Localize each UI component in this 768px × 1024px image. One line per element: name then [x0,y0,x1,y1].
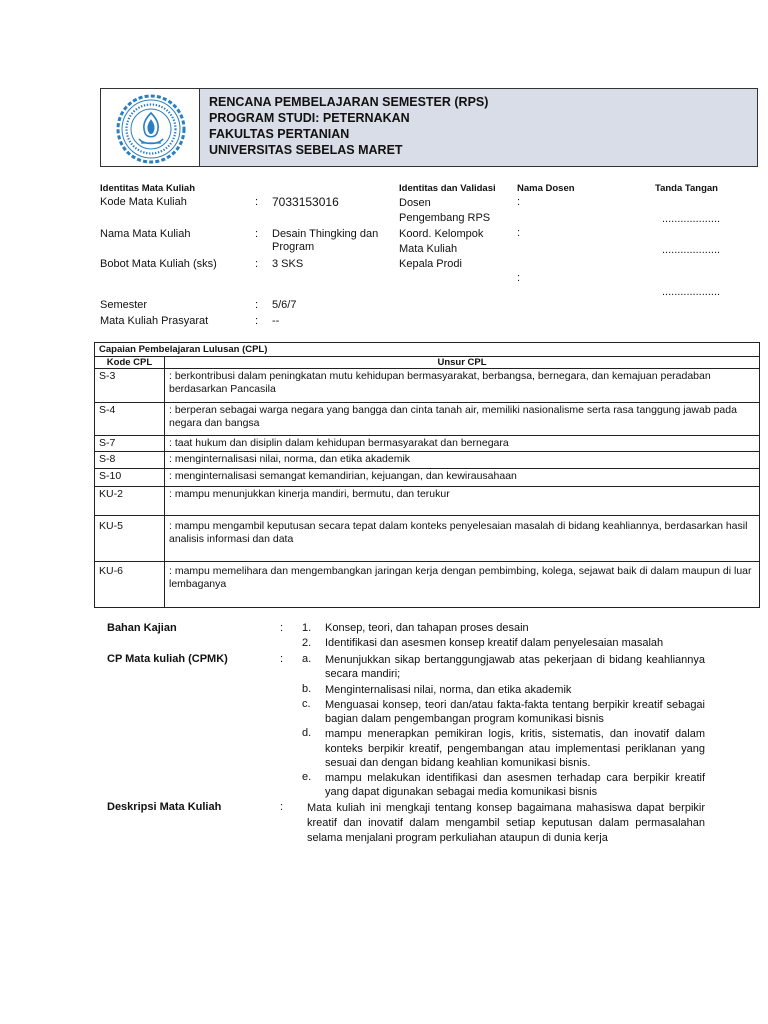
signature-line: ................... [662,213,721,225]
header-title: RENCANA PEMBELAJARAN SEMESTER (RPS) [209,95,489,109]
cpl-code: S-4 [95,403,165,436]
list-marker: e. [302,771,312,783]
cpl-code: KU-2 [95,487,165,516]
validation-colon: : [517,196,521,208]
table-row [95,369,760,403]
cpl-desc: : berkontribusi dalam peningkatan mutu kehidupan bermasyarakat, berbangsa, bernegara, dan kemajuan peradaban berdasarkan Pancasila [165,369,760,403]
identity-section-title: Identitas Mata Kuliah [100,183,196,194]
table-row [95,487,760,516]
cpl-code: KU-6 [95,562,165,608]
identity-colon: : [255,299,259,311]
list-item: mampu melakukan identifikasi dan asesmen terhadap cara berpikir kreatif yang dapat digunakan sebagai media komunikasi bisnis [325,772,705,798]
cpmk-colon: : [280,653,284,665]
list-marker: 1. [302,622,312,634]
cpl-code: S-7 [95,436,165,452]
identity-value-semester: 5/6/7 [272,299,297,311]
cpmk-label: CP Mata kuliah (CPMK) [107,653,228,665]
validation-colon: : [517,272,521,284]
identity-label-credits: Bobot Mata Kuliah (sks) [100,258,217,270]
cpl-code: S-3 [95,369,165,403]
identity-label-code: Kode Mata Kuliah [100,196,187,208]
identity-colon: : [255,258,259,270]
list-item: Menguasai konsep, teori dan/atau fakta-fakta tentang berpikir kreatif sebagai bagian dalam pengembangan program komunikasi bisnis [325,699,705,725]
cpl-col-desc: Unsur CPL [165,357,760,369]
validation-role-kaprodi: Kepala Prodi [399,258,462,270]
identity-colon: : [255,315,259,327]
list-item: mampu menerapkan pemikiran logis, kritis, sistematis, dan inovatif dalam konteks berpikir kreatif, pengembangan atau implementasi periklanan yang sesuai dan dengan bidang keahlian komunikasi bisnis. [325,728,705,769]
bahan-kajian-label: Bahan Kajian [107,622,177,634]
list-item: Menunjukkan sikap bertanggungjawab atas pekerjaan di bidang keahliannya secara mandiri; [325,654,705,680]
cpl-col-code: Kode CPL [95,357,165,369]
identity-value-credits: 3 SKS [272,258,304,270]
table-row [95,403,760,436]
header-university: UNIVERSITAS SEBELAS MARET [209,143,403,157]
header-faculty: FAKULTAS PERTANIAN [209,127,350,141]
table-row [95,516,760,562]
table-row [95,562,760,608]
identity-label-prereq: Mata Kuliah Prasyarat [100,315,209,327]
cpl-table-title: Capaian Pembelajaran Lulusan (CPL) [95,343,760,357]
validation-role-dosen: Dosen Pengembang RPS [399,197,491,224]
identity-value-name: Desain Thingking dan Program [272,228,379,253]
logo-cell [101,89,200,166]
cpl-table [94,342,760,608]
header-program: PROGRAM STUDI: PETERNAKAN [209,111,410,125]
identity-value-code: 7033153016 [272,195,339,209]
validation-role-koord: Koord. Kelompok Mata Kuliah [399,228,484,255]
bahan-kajian-colon: : [280,622,284,634]
cpl-desc: : taat hukum dan disiplin dalam kehidupan bermasyarakat dan bernegara [165,436,760,452]
document-header [100,88,758,167]
identity-colon: : [255,228,259,240]
university-seal-logo [113,93,189,165]
cpl-desc: : berperan sebagai warga negara yang bangga dan cinta tanah air, memiliki nasionalisme serta rasa tanggung jawab pada negara dan bangsa [165,403,760,436]
identity-label-name: Nama Mata Kuliah [100,228,191,240]
list-marker: b. [302,683,312,695]
list-marker: c. [302,698,311,710]
identity-label-semester: Semester [100,299,148,311]
list-item: Identifikasi dan asesmen konsep kreatif dalam penyelesaian masalah [325,637,664,649]
signature-line: ................... [662,244,721,256]
deskripsi-label: Deskripsi Mata Kuliah [107,801,222,813]
cpl-code: KU-5 [95,516,165,562]
deskripsi-text: Mata kuliah ini mengkaji tentang konsep bagaimana mahasiswa dapat berpikir kreatif dan inovatif dalam mengambil setiap keputusan dalam permasalahan selama menjalani program perkuliahan ataupun di dunia kerja [307,802,705,844]
identity-colon: : [255,196,259,208]
list-marker: d. [302,727,312,739]
validation-col-dosen: Nama Dosen [517,183,575,194]
table-row [95,469,760,487]
cpl-desc: : menginternalisasi nilai, norma, dan etika akademik [165,452,760,469]
table-row [95,452,760,469]
list-item: Menginternalisasi nilai, norma, dan etika akademik [325,684,572,696]
cpl-code: S-10 [95,469,165,487]
identity-value-prereq: -- [272,315,280,327]
cpl-desc: : mampu mengambil keputusan secara tepat dalam konteks penyelesaian masalah di bidang keahliannya, berdasarkan hasil analisis informasi dan data [165,516,760,562]
list-marker: a. [302,653,312,665]
cpl-code: S-8 [95,452,165,469]
cpl-desc: : menginternalisasi semangat kemandirian, kejuangan, dan kewirausahaan [165,469,760,487]
cpl-desc: : mampu menunjukkan kinerja mandiri, bermutu, dan terukur [165,487,760,516]
validation-col-ttd: Tanda Tangan [655,183,718,194]
cpl-desc: : mampu memelihara dan mengembangkan jaringan kerja dengan pembimbing, kolega, sejawat baik di dalam maupun di luar lembaganya [165,562,760,608]
deskripsi-colon: : [280,801,284,813]
list-item: Konsep, teori, dan tahapan proses desain [325,622,529,634]
table-row [95,436,760,452]
signature-line: ................... [662,286,721,298]
validation-title: Identitas dan Validasi [399,183,496,194]
validation-colon: : [517,227,521,239]
list-marker: 2. [302,637,312,649]
